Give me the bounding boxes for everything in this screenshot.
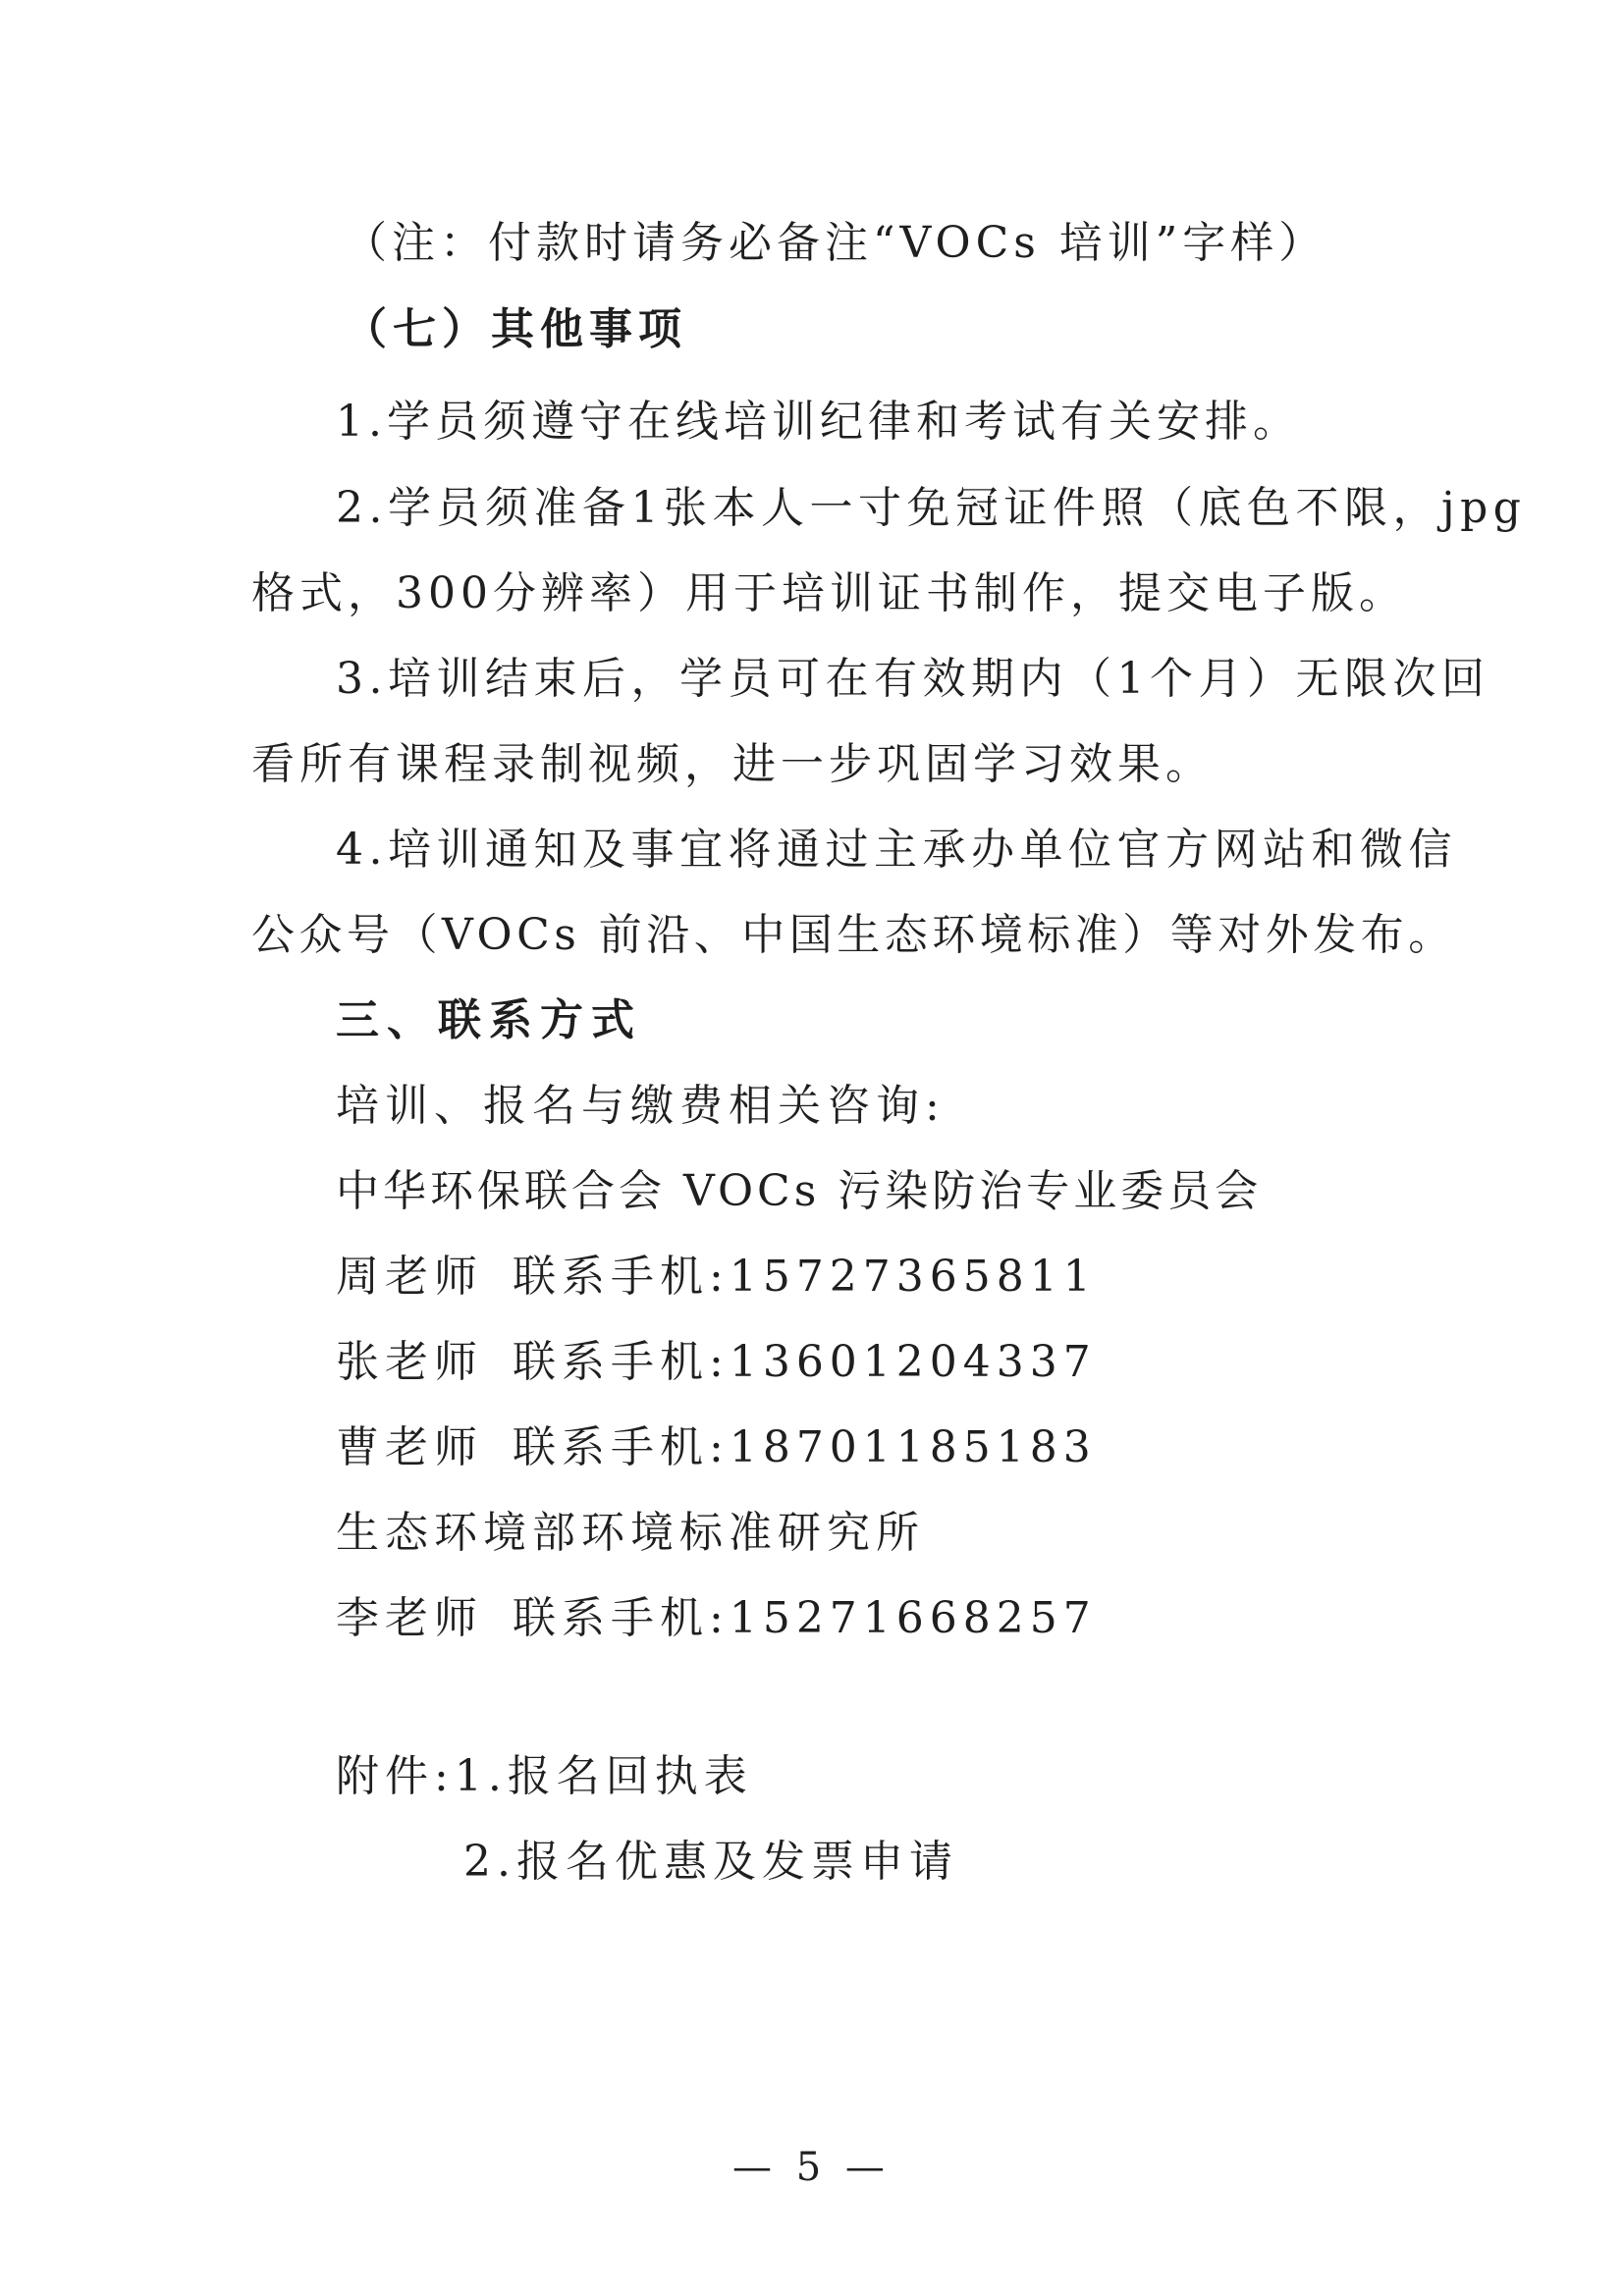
organization-2: 生态环境部环境标准研究所 bbox=[336, 1508, 925, 1558]
contact-phone-label: 联系手机: bbox=[513, 1593, 730, 1643]
other-item-4-line-1: 4.培训通知及事宜将通过主承办单位官方网站和微信 bbox=[336, 825, 1457, 875]
page-number: — 5 — bbox=[732, 2145, 891, 2190]
contact-phone: 18701185183 bbox=[729, 1422, 1097, 1472]
other-item-1: 1.学员须遵守在线培训纪律和考试有关安排。 bbox=[336, 397, 1301, 447]
other-item-3-line-1: 3.培训结束后，学员可在有效期内（1个月）无限次回 bbox=[336, 654, 1490, 704]
attachments-label: 附件: bbox=[336, 1751, 455, 1801]
attachments-row-1 bbox=[336, 1747, 753, 1806]
other-item-2-line-1: 2.学员须准备1张本人一寸免冠证件照（底色不限，jpg bbox=[336, 483, 1527, 533]
other-item-2-line-2: 格式，300分辨率）用于培训证书制作，提交电子版。 bbox=[251, 568, 1407, 618]
contact-row bbox=[336, 1248, 1097, 1307]
contact-name: 周老师 bbox=[336, 1252, 483, 1302]
contact-name: 张老师 bbox=[336, 1337, 483, 1387]
contact-name: 曹老师 bbox=[336, 1422, 483, 1472]
section-heading-contact: 三、联系方式 bbox=[336, 995, 642, 1045]
contact-phone-label: 联系手机: bbox=[513, 1337, 730, 1387]
contact-row bbox=[336, 1418, 1097, 1477]
contact-phone: 13601204337 bbox=[729, 1337, 1097, 1387]
consult-intro: 培训、报名与缴费相关咨询: bbox=[336, 1081, 946, 1131]
other-item-4-line-2: 公众号（VOCs 前沿、中国生态环境标准）等对外发布。 bbox=[251, 910, 1456, 960]
contact-name: 李老师 bbox=[336, 1593, 483, 1643]
organization-1: 中华环保联合会 VOCs 污染防治专业委员会 bbox=[336, 1166, 1263, 1216]
payment-note: （注：付款时请务必备注“VOCs 培训”字样） bbox=[344, 218, 1327, 268]
contact-phone-label: 联系手机: bbox=[513, 1252, 730, 1302]
attachment-item-2: 2.报名优惠及发票申请 bbox=[463, 1837, 958, 1887]
contact-row bbox=[336, 1333, 1097, 1392]
section-heading-other-matters: （七）其他事项 bbox=[344, 304, 687, 354]
contact-phone: 15727365811 bbox=[729, 1252, 1097, 1302]
contact-phone-label: 联系手机: bbox=[513, 1422, 730, 1472]
other-item-3-line-2: 看所有课程录制视频，进一步巩固学习效果。 bbox=[251, 739, 1214, 789]
contact-phone: 15271668257 bbox=[729, 1593, 1097, 1643]
attachment-item-1: 1.报名回执表 bbox=[454, 1751, 753, 1801]
contact-row bbox=[336, 1589, 1097, 1648]
